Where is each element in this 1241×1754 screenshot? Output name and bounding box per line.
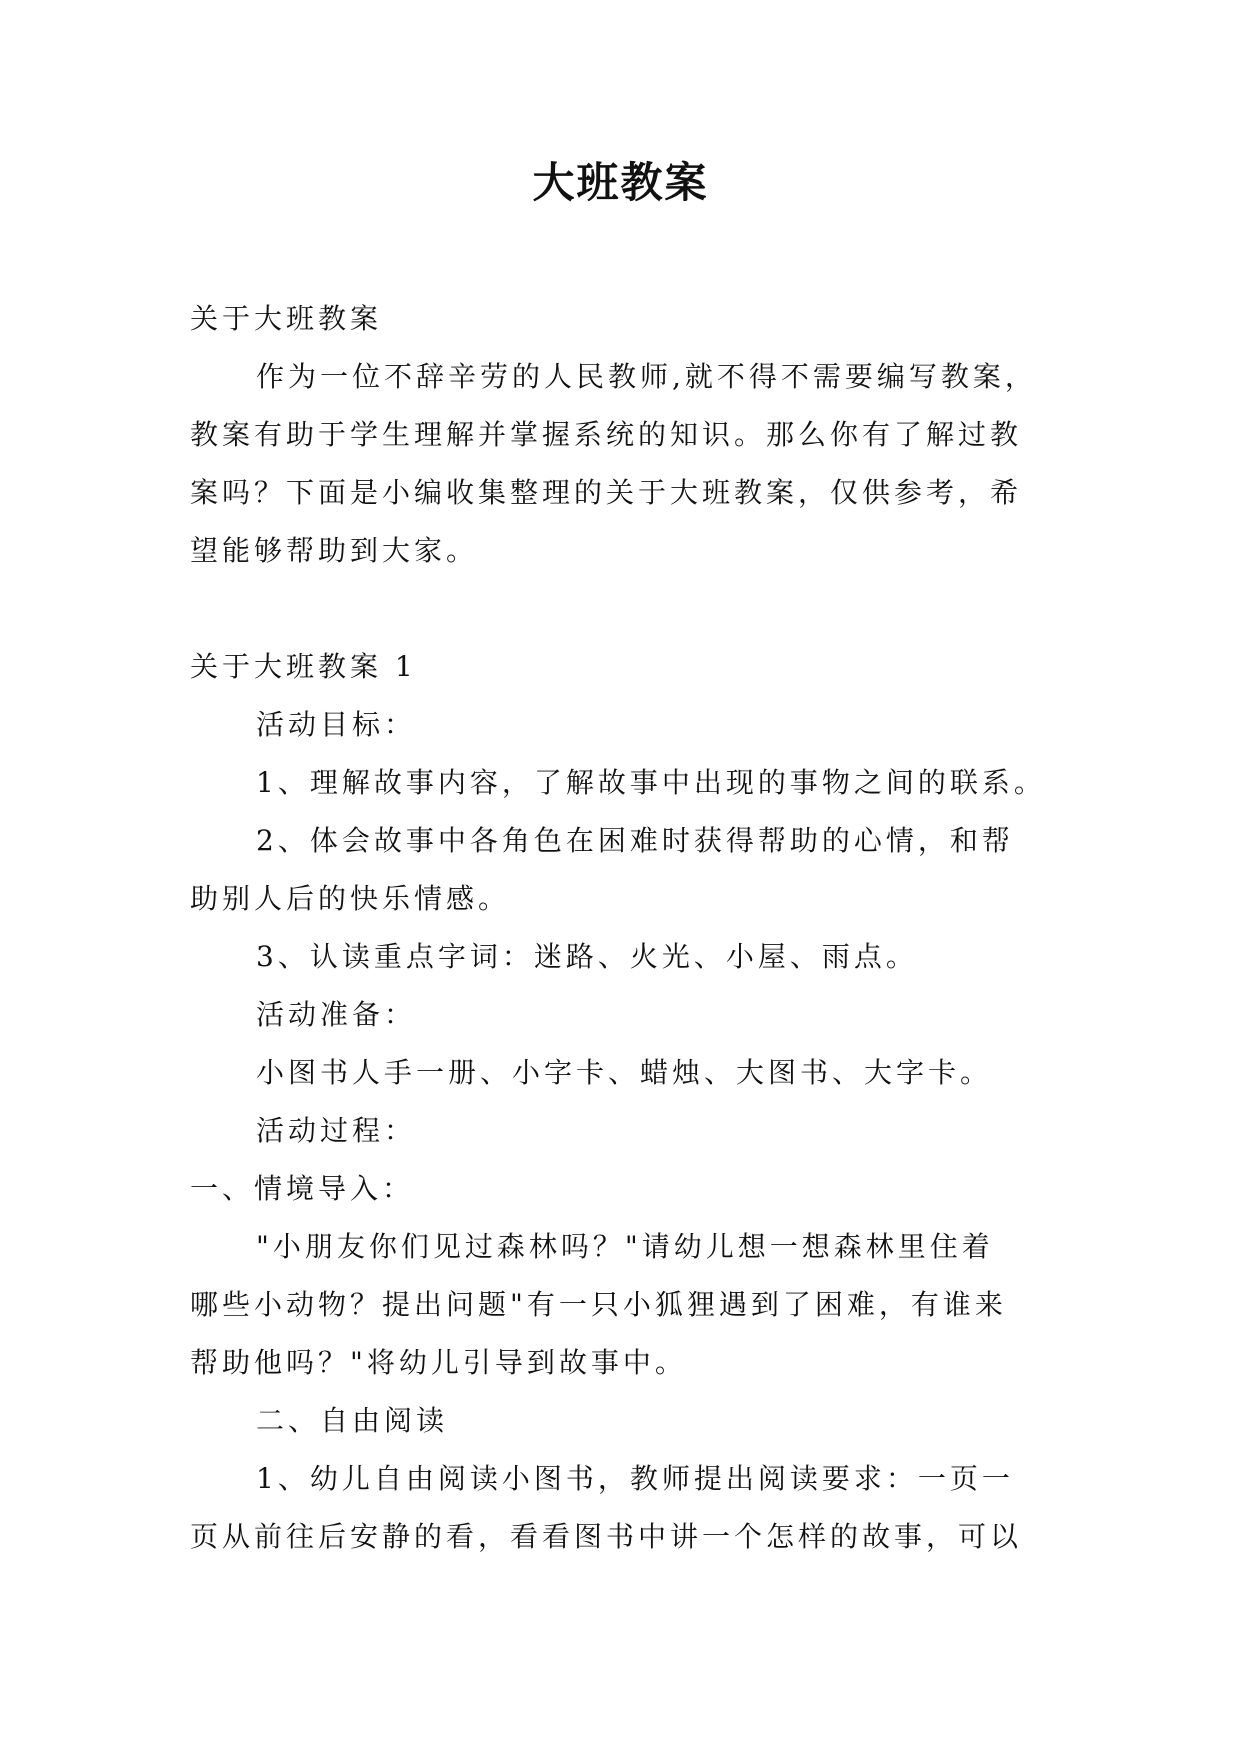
body-line: 二、自由阅读: [256, 1404, 449, 1437]
body-line: 作为一位不辞辛劳的人民教师,就不得不需要编写教案，: [256, 360, 1037, 393]
body-line: 一、情境导入：: [190, 1172, 415, 1205]
body-line: 望能够帮助到大家。: [190, 534, 479, 567]
body-line: "小朋友你们见过森林吗？"请幼儿想一想森林里住着: [256, 1230, 994, 1263]
body-line: 哪些小动物？提出问题"有一只小狐狸遇到了困难，有谁来: [190, 1288, 1007, 1321]
body-line: 活动目标：: [256, 708, 417, 741]
document-title: 大班教案: [532, 158, 709, 207]
body-line: 教案有助于学生理解并掌握系统的知识。那么你有了解过教: [190, 418, 1023, 451]
document-body: [190, 290, 1062, 1566]
body-line: 页从前往后安静的看，看看图书中讲一个怎样的故事，可以: [190, 1520, 1023, 1553]
body-line: 活动准备：: [256, 998, 417, 1031]
body-line: 关于大班教案: [190, 302, 383, 335]
body-line: 助别人后的快乐情感。: [190, 882, 511, 915]
body-line: 1、幼儿自由阅读小图书，教师提出阅读要求：一页一: [256, 1462, 1014, 1495]
blank-line: [190, 580, 1062, 638]
body-line: 活动过程：: [256, 1114, 417, 1147]
body-line: 小图书人手一册、小字卡、蜡烛、大图书、大字卡。: [256, 1056, 993, 1089]
body-line: 1、理解故事内容，了解故事中出现的事物之间的联系。: [256, 766, 1046, 799]
body-line: 案吗？下面是小编收集整理的关于大班教案，仅供参考，希: [190, 476, 1023, 509]
section-heading: 关于大班教案 1: [190, 650, 417, 683]
body-line: 帮助他吗？"将幼儿引导到故事中。: [190, 1346, 687, 1379]
body-line: 2、体会故事中各角色在困难时获得帮助的心情，和帮: [256, 824, 1014, 857]
body-line: 3、认读重点字词：迷路、火光、小屋、雨点。: [256, 940, 918, 973]
